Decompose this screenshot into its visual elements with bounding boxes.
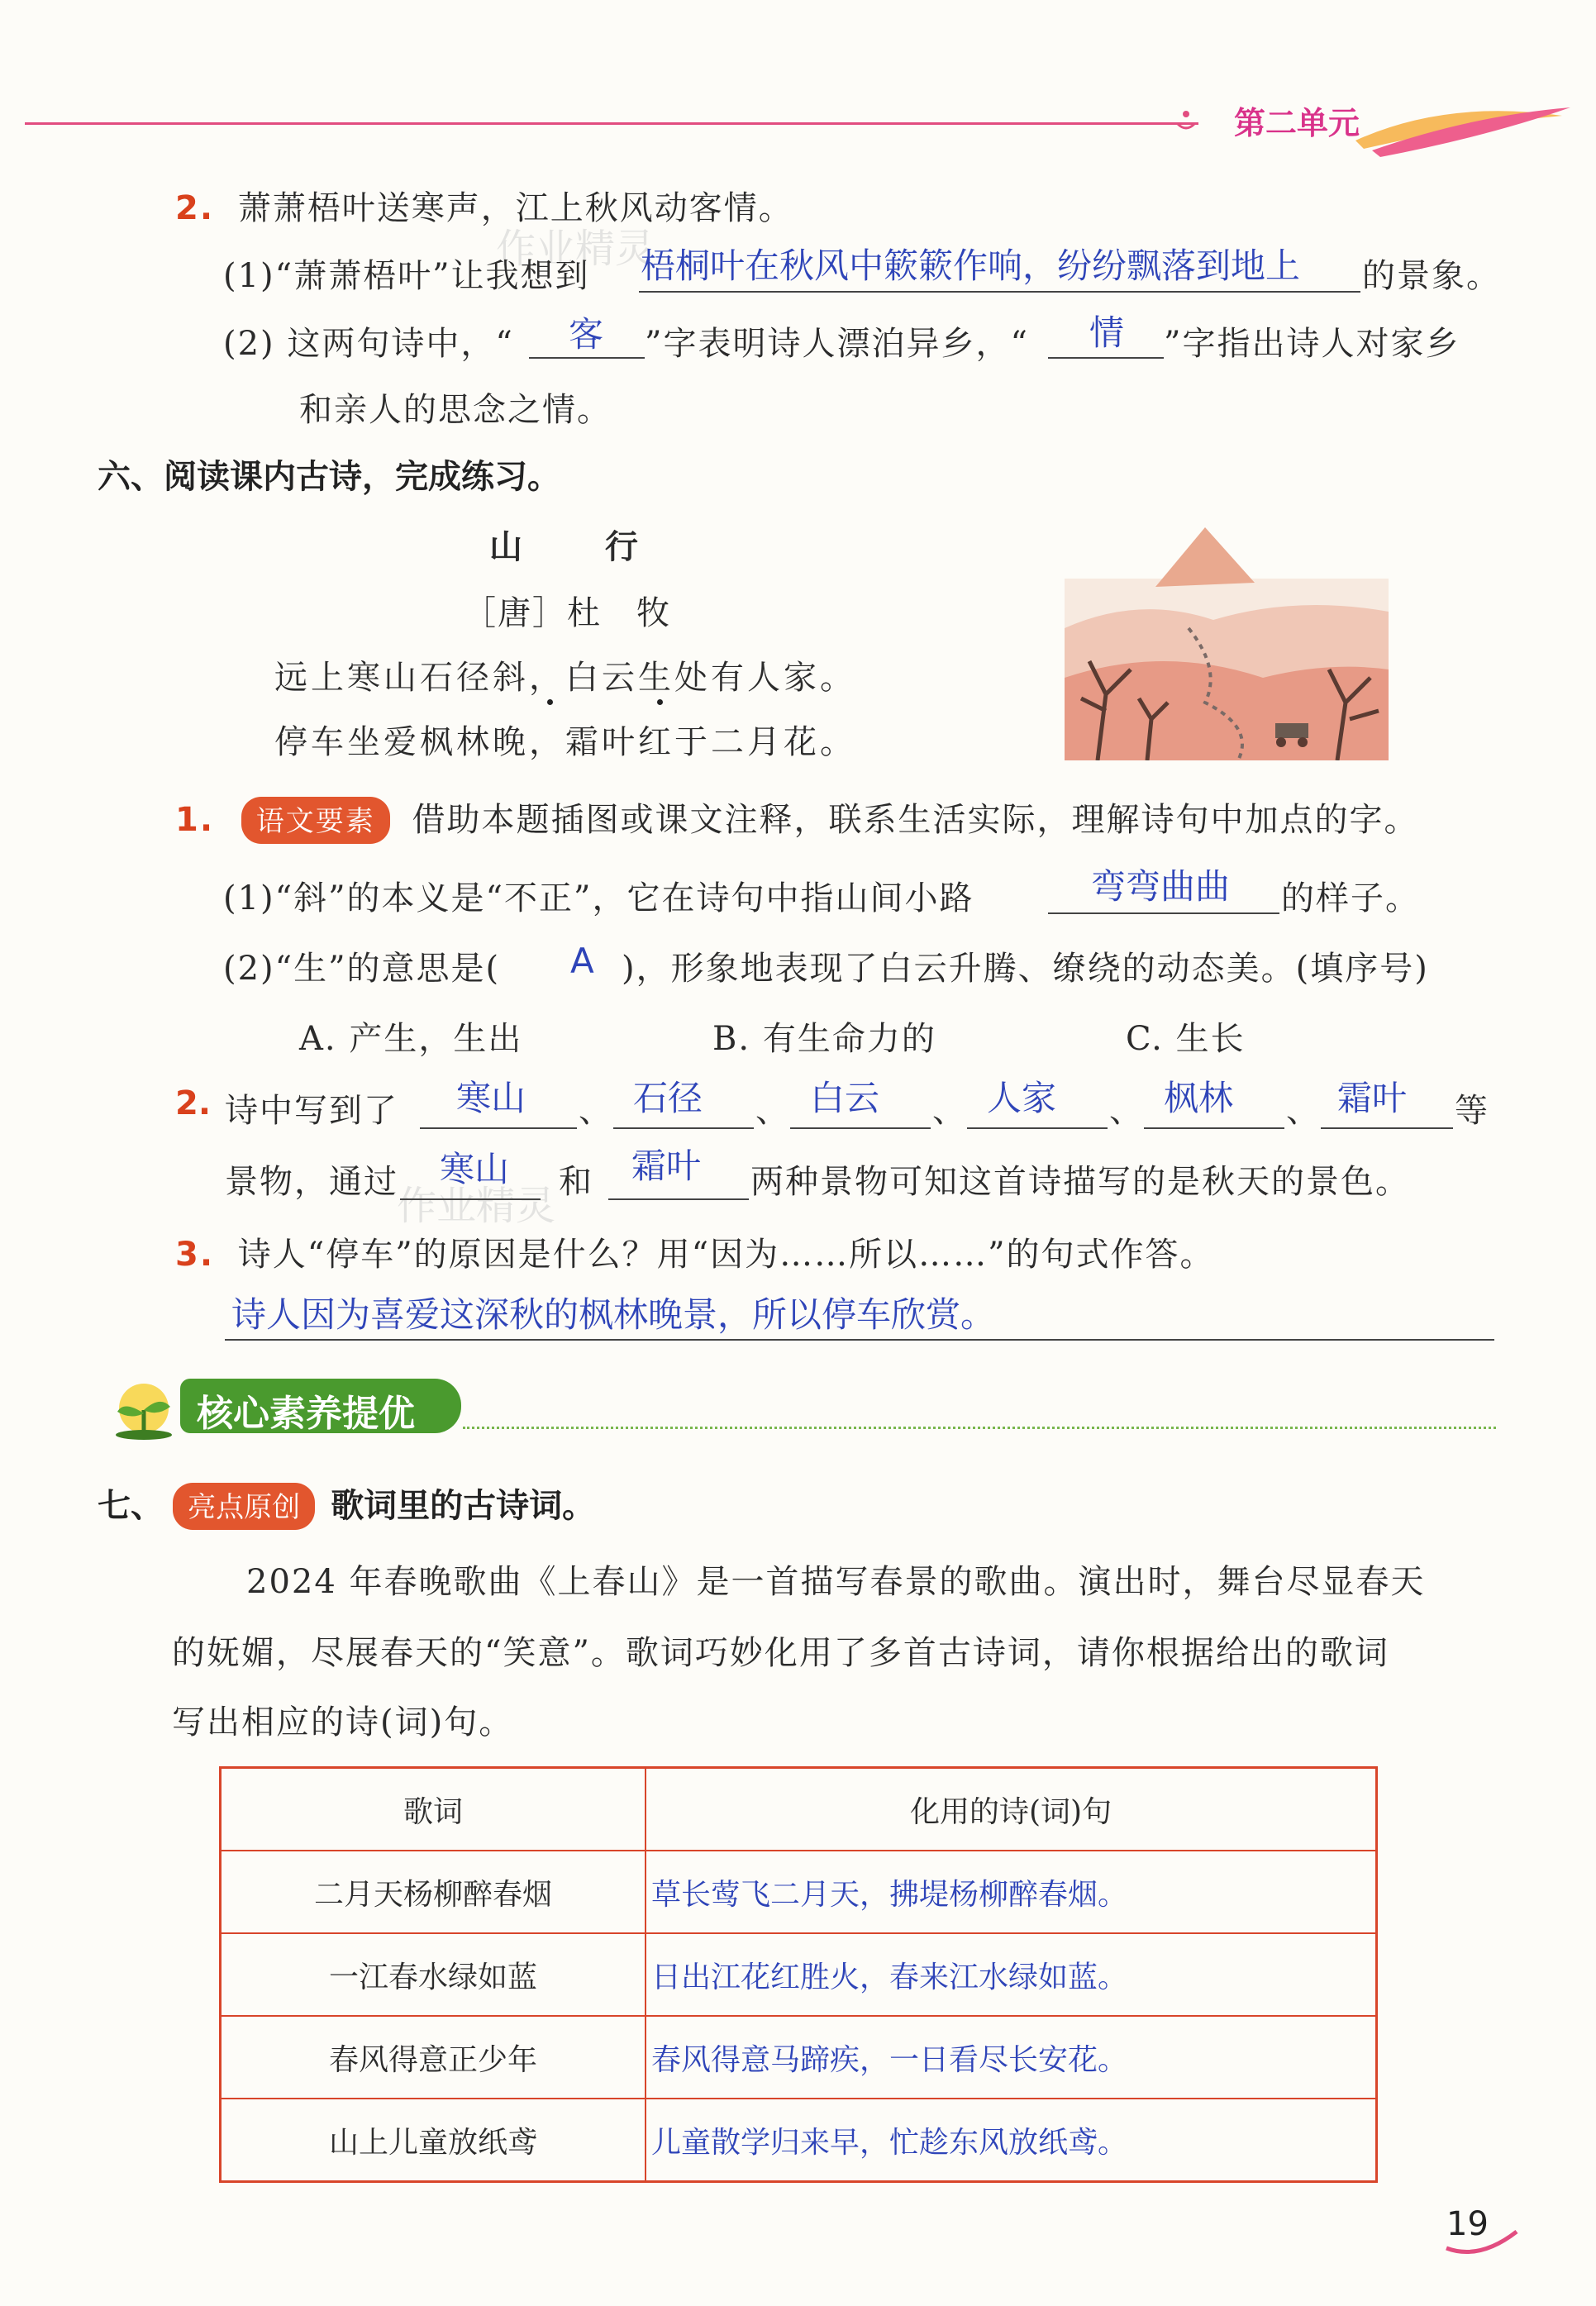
watermark: 作业精灵: [496, 226, 655, 272]
banner-divider: [463, 1427, 1496, 1429]
section-title: 歌词里的古诗词。: [331, 1487, 596, 1525]
banner-title: 核心素养提优: [197, 1393, 415, 1435]
table-row: [221, 2016, 1377, 2099]
answer-blank: [1048, 357, 1164, 359]
separator: 、: [1109, 1092, 1144, 1130]
s6-q1-p1-post: 的样子。: [1281, 879, 1420, 917]
option: A. 产生，生出: [299, 1020, 523, 1058]
s6-q1-line: [175, 793, 1418, 844]
s6-q2-line2-mid: 和: [559, 1163, 593, 1201]
s6-q2-post: 等: [1455, 1092, 1489, 1130]
s6-q2-line2-pre: 景物，通过: [225, 1163, 398, 1201]
answer-blank: [1048, 912, 1279, 914]
sprout-icon: [106, 1375, 182, 1441]
table-row: [221, 1933, 1377, 2016]
answer-blank: [967, 1127, 1108, 1129]
section-title: 六、阅读课内古诗，完成练习。: [98, 458, 560, 496]
answer-blank: [420, 1127, 577, 1129]
separator: 、: [932, 1092, 967, 1130]
answer-text: 霜叶: [631, 1146, 702, 1186]
emphasis-dot: [547, 699, 553, 705]
lyric-cell: 山上儿童放纸鸢: [221, 2099, 646, 2182]
option: C. 生长: [1126, 1020, 1246, 1058]
answer-text: 枫林: [1164, 1078, 1234, 1118]
watermark: 作业精灵: [397, 1183, 556, 1229]
table-header-row: [221, 1768, 1377, 1851]
q2-p1-post: 的景象。: [1362, 257, 1501, 295]
s6-q1-p2-pre: (2)“生”的意思是(: [223, 950, 501, 988]
s6-q3-line: [175, 1228, 1215, 1275]
s6-q3-text: 诗人“停车”的原因是什么？用“因为……所以……”的句式作答。: [237, 1236, 1215, 1274]
answer-text: 石径: [633, 1078, 703, 1118]
tag-badge: 语文要素: [241, 797, 390, 844]
lyrics-table: [219, 1766, 1378, 2183]
answer-blank: [1144, 1127, 1284, 1129]
q2-text: 萧萧梧叶送寒声，江上秋风动客情。: [237, 189, 793, 227]
answer-text: 寒山: [440, 1149, 510, 1189]
page-number: 19: [1446, 2205, 1489, 2243]
s6-q2-pre: 诗中写到了: [225, 1092, 398, 1130]
q2-p2-pre: (2) 这两句诗中，“: [223, 325, 514, 363]
poem-author: ［唐］杜 牧: [463, 594, 671, 632]
s6-q1-text: 借助本题插图或课文注释，联系生活实际，理解诗句中加点的字。: [412, 801, 1419, 839]
answer-blank: [613, 1127, 754, 1129]
question-number: 3.: [175, 1236, 215, 1274]
poem-title: 山 行: [489, 528, 663, 566]
answer-text: 弯弯曲曲: [1091, 866, 1231, 907]
lyric-cell: 一江春水绿如蓝: [221, 1933, 646, 2016]
tag-badge: 亮点原创: [173, 1483, 315, 1530]
answer-text: 梧桐叶在秋风中簌簌作响，纷纷飘落到地上: [641, 245, 1301, 286]
answer-blank: [790, 1127, 931, 1129]
s6-q2-line2-post: 两种景物可知这首诗描写的是秋天的景色。: [750, 1163, 1410, 1201]
answer-blank: [1321, 1127, 1453, 1129]
poem-cell: 儿童散学归来早，忙趁东风放纸鸢。: [646, 2099, 1377, 2182]
question-number: 1.: [175, 801, 215, 839]
emphasis-dot: [657, 699, 663, 705]
section-number: 七、: [98, 1487, 164, 1525]
table-row: [221, 2099, 1377, 2182]
s6-q1-p2-post: )，形象地表现了白云升腾、缭绕的动态美。(填序号): [622, 950, 1429, 988]
s6-q1-p1-pre: (1)“斜”的本义是“不正”，它在诗句中指山间小路: [223, 879, 974, 917]
answer-blank: [400, 1198, 541, 1200]
table-header: 化用的诗(词)句: [646, 1768, 1377, 1851]
answer-line: [225, 1339, 1494, 1341]
answer-text: 人家: [987, 1078, 1057, 1118]
poem-cell: 日出江花红胜火，春来江水绿如蓝。: [646, 1933, 1377, 2016]
answer-text: 诗人因为喜爱这深秋的枫林晚景，所以停车欣赏。: [231, 1294, 996, 1335]
option: B. 有生命力的: [712, 1020, 936, 1058]
poem-cell: 草长莺飞二月天，拂堤杨柳醉春烟。: [646, 1851, 1377, 1933]
answer-blank: [639, 291, 1360, 293]
q2-p2-post: ”字指出诗人对家乡: [1164, 325, 1460, 363]
table-row: [221, 1851, 1377, 1933]
table-header: 歌词: [221, 1768, 646, 1851]
lyric-cell: 二月天杨柳醉春烟: [221, 1851, 646, 1933]
lyric-cell: 春风得意正少年: [221, 2016, 646, 2099]
q2-p1-pre: (1)“萧萧梧叶”让我想到: [223, 257, 590, 295]
q2-line: [175, 182, 793, 229]
answer-text: 情: [1089, 312, 1125, 353]
answer-text: 客: [569, 314, 604, 355]
answer-text: 白云: [810, 1078, 880, 1118]
q2-p2-mid: ”字表明诗人漂泊异乡，“: [645, 325, 1029, 363]
poem-line: 停车坐爱枫林晚，霜叶红于二月花。: [274, 723, 856, 761]
section7-heading: [98, 1479, 595, 1530]
question-number: 2.: [175, 1084, 212, 1122]
separator: 、: [1286, 1092, 1321, 1130]
separator: 、: [579, 1092, 613, 1130]
intro-text: 2024 年春晚歌曲《上春山》是一首描写春景的歌曲。演出时，舞台尽显春天: [246, 1563, 1426, 1601]
intro-text: 的妩媚，尽展春天的“笑意”。歌词巧妙化用了多首古诗词，请你根据给出的歌词: [172, 1634, 1389, 1672]
q2-p2-line2: 和亲人的思念之情。: [299, 391, 612, 429]
question-number: 2.: [175, 189, 215, 227]
answer-blank: [608, 1198, 749, 1200]
separator: 、: [755, 1092, 790, 1130]
poem-cell: 春风得意马蹄疾，一日看尽长安花。: [646, 2016, 1377, 2099]
poem-line: 远上寒山石径斜，白云生处有人家。: [274, 659, 856, 697]
answer-text: 寒山: [456, 1078, 526, 1118]
intro-text: 写出相应的诗(词)句。: [172, 1703, 514, 1741]
answer-text: 霜叶: [1337, 1078, 1408, 1118]
header-line: [25, 122, 1198, 125]
poem-illustration: [1065, 521, 1389, 760]
answer-blank: [529, 357, 645, 359]
unit-label: 第二单元: [1234, 105, 1360, 141]
answer-text: A: [570, 941, 594, 981]
